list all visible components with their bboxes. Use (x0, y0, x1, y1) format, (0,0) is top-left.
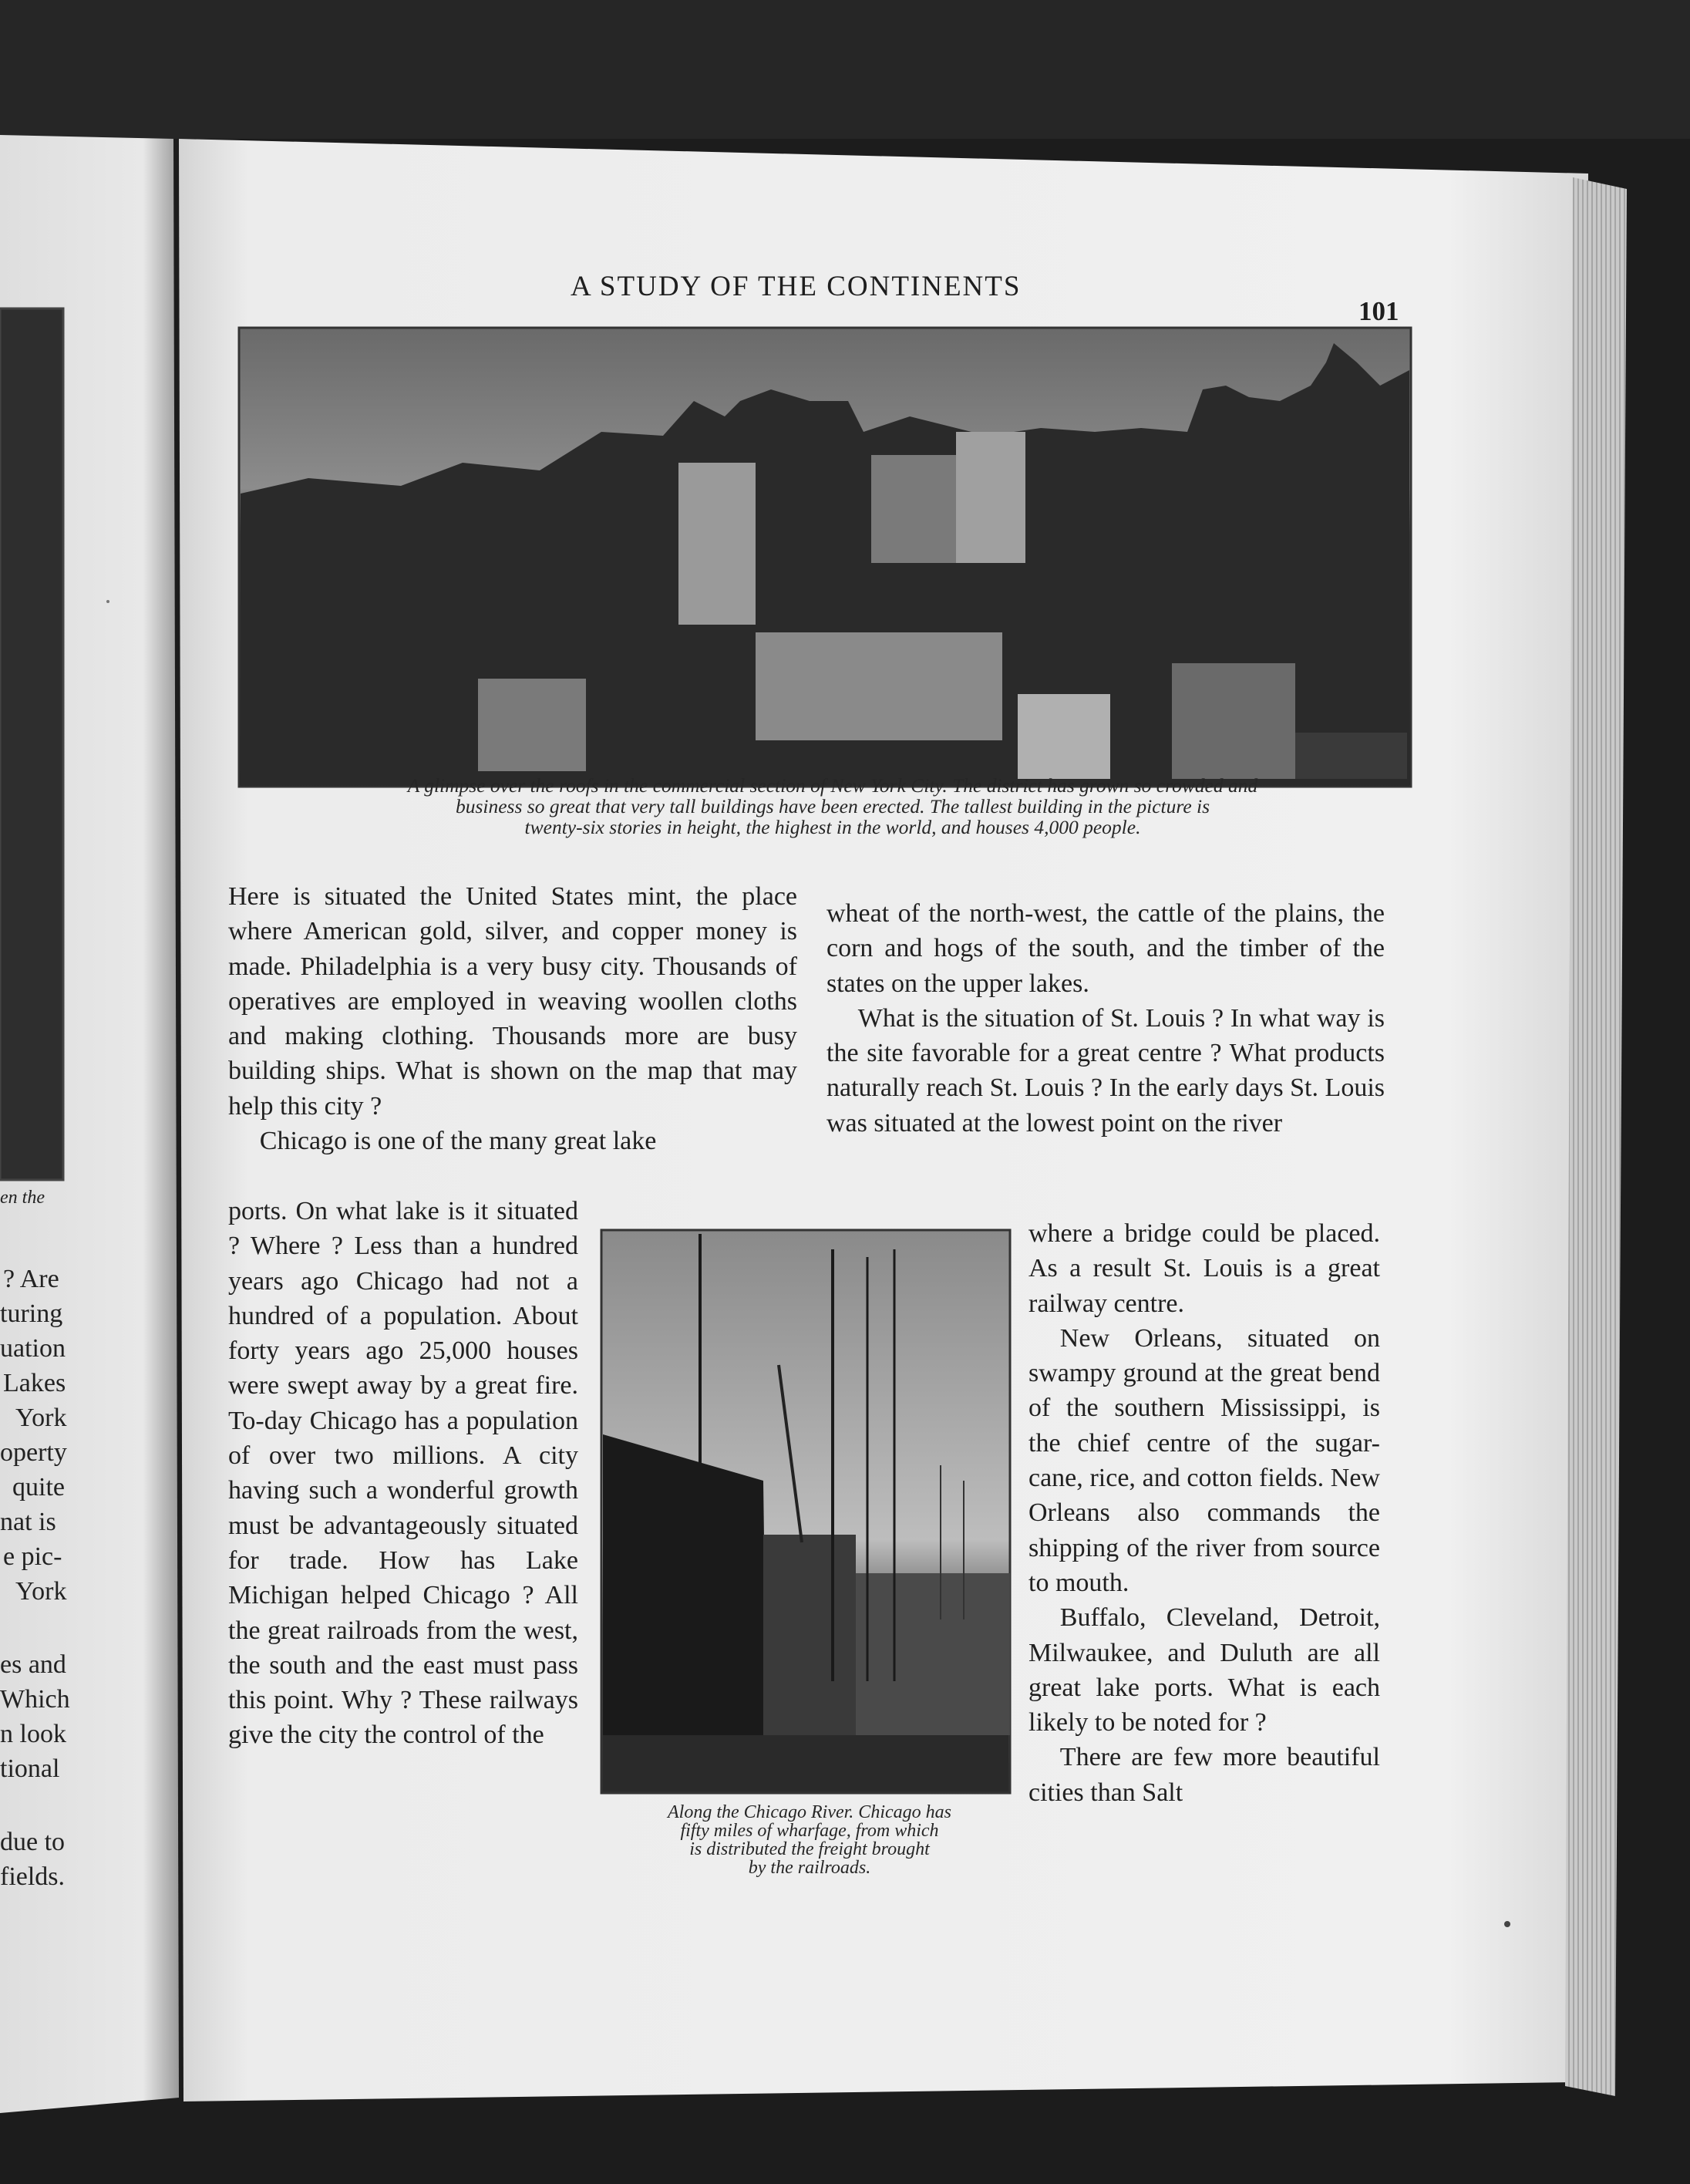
paragraph: wheat of the north-west, the cattle of the plains, the corn and hogs of the south, and the timber of the states on the upper lakes. (826, 899, 1385, 998)
new-york-skyline-photo (239, 328, 1411, 787)
left-page-line: es and (0, 1650, 66, 1679)
caption-line: by the railroads. (748, 1858, 871, 1878)
middle-photo-caption (594, 1803, 1025, 1877)
top-photo-caption (262, 775, 1403, 838)
chicago-river-photo (601, 1230, 1010, 1793)
left-page-line: due to (0, 1828, 66, 1856)
left-page-line: uation (0, 1334, 66, 1363)
left-column-top (228, 879, 797, 1158)
caption-line: Along the Chicago River. Chicago has (668, 1802, 951, 1822)
paragraph: There are few more beautiful cities than Salt (1028, 1743, 1380, 1807)
left-page-line: tional (0, 1754, 60, 1783)
paragraph: What is the situation of St. Louis ? In what way is the site favorable for a great centre ? What products naturally reach St. Louis ? In the early days St. Louis was situated at the lowest point on the river (826, 1003, 1385, 1138)
left-page-line: York (15, 1404, 67, 1432)
caption-line: fifty miles of wharfage, from which (680, 1821, 939, 1841)
paragraph: Buffalo, Cleveland, Detroit, Milwaukee, and Duluth are all great lake ports. What is each likely to be noted for ? (1028, 1603, 1380, 1737)
left-page-line: fields. (0, 1862, 66, 1891)
paragraph: New Orleans, situated on swampy ground at the great bend of the southern Mississippi, is the chief centre of the sugar-cane, rice, and cotton fields. New Orleans also commands the shipping of the river from source to mouth. (1028, 1323, 1380, 1597)
page-number: 101 (1358, 296, 1399, 326)
paragraph: ports. On what lake is it situated ? Where ? Less than a hundred years ago Chicago had not a hundred of a population. About forty years ago 25,000 houses were swept away by a great fire. To-day Chicago has a population of over two millions. A city having such a wonderful growth must be advantageously situated for trade. How has Lake Michigan helped Chicago ? All the great railroads from the west, the south and the east must pass this point. Why ? These railways give the city the control of the (228, 1197, 578, 1750)
right-column-bottom (1028, 1216, 1380, 1810)
left-page-line: Which (0, 1685, 70, 1714)
paragraph: Here is situated the United States mint, the place where American gold, silver, and copper money is made. Philadelphia is a very busy city. Thousands of operatives are employed in weaving woollen cloths and making clothing. Thousands more are busy building ships. What is shown on the map that may help this city ? (228, 882, 797, 1121)
left-page-line: turing (0, 1299, 63, 1328)
left-page-line: York (15, 1577, 67, 1606)
caption-line: twenty-six stories in height, the highest in the world, and houses 4,000 people. (524, 816, 1141, 838)
left-page-line: e pic- (3, 1542, 62, 1571)
left-column-bottom (228, 1194, 578, 1753)
caption-line: A glimpse over the roofs in the commercial section of New York City. The district has grown so crowded and (407, 774, 1258, 797)
paragraph: Chicago is one of the many great lake (259, 1127, 657, 1156)
left-page-line: Lakes (3, 1369, 66, 1397)
caption-line: is distributed the freight brought (689, 1839, 930, 1859)
left-page-line: quite (12, 1473, 65, 1502)
caption-line: business so great that very tall buildings have been erected. The tallest building in the picture is (455, 795, 1210, 817)
right-column-top (826, 896, 1385, 1141)
left-page-line: ? Are (3, 1265, 59, 1293)
left-page-line: nat is (0, 1508, 56, 1536)
paragraph: where a bridge could be placed. As a result St. Louis is a great railway centre. (1028, 1219, 1380, 1318)
left-page-line: operty (0, 1438, 67, 1467)
running-header: A STUDY OF THE CONTINENTS (571, 271, 1022, 302)
left-page-line: en the (0, 1188, 45, 1208)
left-page-line: n look (0, 1720, 66, 1748)
